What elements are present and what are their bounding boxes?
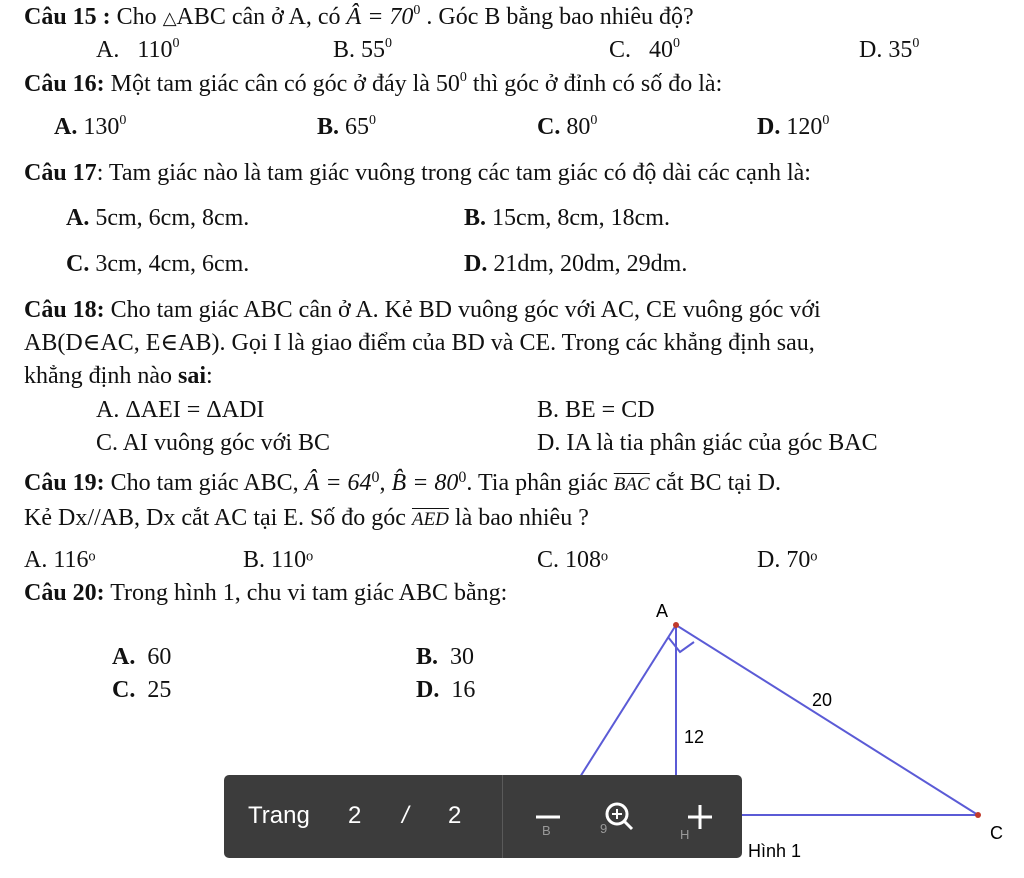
current-page[interactable]: 2 — [348, 802, 362, 829]
angle-aed: $\overline{AED}$ — [411, 509, 449, 530]
q20-option-c: C. 25 — [112, 677, 172, 703]
q15-text-c: . Góc B bằng bao nhiêu độ? — [420, 4, 694, 30]
q16-stem — [24, 69, 722, 99]
page-label: Trang — [248, 802, 310, 829]
toolbar-divider — [502, 775, 503, 858]
q15-text: Cho — [110, 4, 163, 30]
degree: 0 — [459, 70, 467, 85]
q20-option-d: D. 16 — [416, 677, 476, 703]
q18-stem-line3: khẳng định nào sai: — [24, 363, 213, 389]
right-angle-a — [668, 637, 694, 652]
q15-stem — [24, 2, 694, 33]
q16-label: Câu 16: — [24, 71, 105, 97]
q17-option-d: D. 21dm, 20dm, 29dm. — [464, 251, 688, 277]
q16-option-b: B. $65^0$ — [317, 113, 377, 140]
q17-label: Câu 17 — [24, 160, 97, 186]
q19-stem-line1: Câu 19: Cho tam giác ABC, Â = $64^0$, B̂ = $80^0$. Tia phân giác $\overline{BAC}$ cắt BC tại D. — [24, 469, 781, 496]
q17-text: : Tam giác nào là tam giác vuông trong các tam giác có độ dài các cạnh là: — [96, 160, 811, 186]
q17-option-b: B. 15cm, 8cm, 18cm. — [464, 205, 670, 231]
q15-option-c: C. $40^0$ — [609, 36, 681, 63]
q17-option-a: A. 5cm, 6cm, 8cm. — [66, 205, 250, 231]
q16-option-c: C. $80^0$ — [537, 113, 598, 140]
q17-option-c: C. 3cm, 4cm, 6cm. — [66, 251, 250, 277]
q19-stem-line2: Kẻ Dx//AB, Dx cắt AC tại E. Số đo góc $\overline{AED}$ là bao nhiêu ? — [24, 505, 589, 531]
q16-option-a: A. $130^0$ — [54, 113, 127, 140]
q20-option-a: A. 60 — [112, 644, 172, 670]
page-toolbar — [224, 775, 742, 858]
label-ah: 12 — [684, 727, 705, 747]
label-c: C — [990, 823, 1003, 843]
q15-label: Câu 15 : — [24, 4, 111, 30]
q19-option-b: B. 110ᵒ — [243, 547, 314, 573]
q15-option-d: D. $35^0$ — [859, 36, 920, 63]
point-a — [673, 622, 679, 628]
q18-option-d: D. IA là tia phân giác của góc BAC — [537, 430, 878, 456]
q18-stem-line1 — [24, 295, 821, 325]
label-ac: 20 — [812, 690, 833, 710]
q20-option-b: B. 30 — [416, 644, 475, 670]
q19-option-d: D. 70ᵒ — [757, 547, 818, 573]
triangle-symbol: △ — [162, 8, 177, 28]
q18-emphasis: sai — [177, 363, 206, 389]
q18-stem-line2: AB(D∈AC, E∈AB). Gọi I là giao điểm của BD và CE. Trong các khẳng định sau, — [24, 330, 815, 356]
q18-option-c: C. AI vuông góc với BC — [96, 430, 331, 456]
page-separator: / — [402, 802, 409, 829]
q20-text: Trong hình 1, chu vi tam giác ABC bằng: — [104, 580, 508, 606]
label-a: A — [656, 601, 669, 621]
label-b: B — [542, 823, 551, 838]
total-pages: 2 — [448, 802, 462, 829]
q18-label: Câu 18: — [24, 297, 105, 323]
q18-text: Cho tam giác ABC cân ở A. Kẻ BD vuông góc với AC, CE vuông góc với — [104, 297, 821, 323]
q19-option-a: A. 116ᵒ — [24, 547, 96, 573]
q15-text-b: ABC cân ở A, có — [176, 4, 347, 30]
q15-option-a: A. $110^0$ — [96, 36, 180, 63]
q18-option-b: B. BE = CD — [537, 397, 655, 423]
degree: 0 — [413, 3, 421, 18]
q16-option-d: D. $120^0$ — [757, 113, 830, 140]
angle-bac: $\overline{BAC}$ — [613, 474, 650, 495]
point-c — [975, 812, 981, 818]
q18-option-a: A. ΔAEI = ΔADI — [96, 397, 265, 423]
label-bh: 9 — [600, 821, 608, 836]
q19-label: Câu 19: — [24, 470, 105, 496]
angle-a: Â — [346, 4, 362, 30]
label-h: H — [680, 827, 690, 842]
q16-text: Một tam giác cân có góc ở đáy là 50 — [104, 71, 460, 97]
q16-text-b: thì góc ở đỉnh có số đo là: — [466, 71, 723, 97]
caption-hinh-1: Hình 1 — [748, 841, 802, 861]
q19-option-c: C. 108ᵒ — [537, 547, 608, 573]
q17-stem — [24, 158, 811, 188]
q15-option-b: B. $55^0$ — [333, 36, 393, 63]
q20-stem — [24, 578, 507, 608]
q15-eq: = 70 — [361, 4, 414, 30]
q20-label: Câu 20: — [24, 580, 105, 606]
